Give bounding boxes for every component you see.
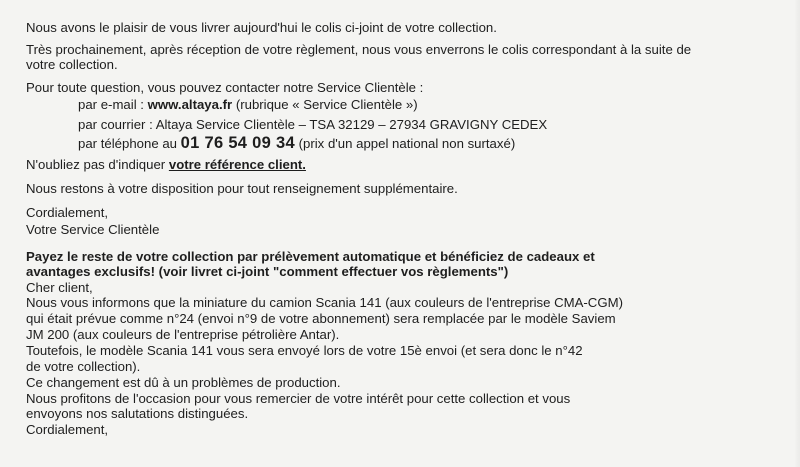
notice-line-1: Nous vous informons que la miniature du camion Scania 141 (aux couleurs de l'entreprise CMA-CGM) bbox=[26, 295, 623, 310]
contact-email-line bbox=[78, 97, 418, 112]
reference-client: votre référence client. bbox=[168, 157, 306, 172]
notice-line-8: envoyons nos salutations distinguées. bbox=[26, 406, 249, 421]
notice-closing: Cordialement, bbox=[26, 422, 109, 437]
contact-phone-line bbox=[78, 136, 515, 151]
contact-courrier-line: par courrier : Altaya Service Clientèle – TSA 32129 – 27934 GRAVIGNY CEDEX bbox=[78, 117, 548, 132]
email-prefix: par e-mail : bbox=[78, 97, 148, 112]
email-address: www.altaya.fr bbox=[147, 97, 233, 112]
cordialement-1: Cordialement, bbox=[26, 205, 109, 220]
notice-bold-line-2: avantages exclusifs! (voir livret ci-joint "comment effectuer vos règlements") bbox=[26, 264, 509, 279]
notice-bold-line-1: Payez le reste de votre collection par prélèvement automatique et bénéficiez de cadeaux et bbox=[26, 249, 595, 264]
phone-suffix: (prix d'un appel national non surtaxé) bbox=[294, 136, 516, 151]
notice-line-2: qui était prévue comme n°24 (envoi n°9 de votre abonnement) sera remplacée par le modèle Saviem bbox=[26, 311, 616, 326]
notice-line-7: Nous profitons de l'occasion pour vous remercier de votre intérêt pour cette collection et vous bbox=[26, 391, 571, 406]
contact-heading: Pour toute question, vous pouvez contacter notre Service Clientèle : bbox=[26, 80, 424, 95]
intro-line: Nous avons le plaisir de vous livrer aujourd'hui le colis ci-joint de votre collection. bbox=[26, 20, 497, 35]
signature: Votre Service Clientèle bbox=[26, 222, 160, 237]
reglement-line-2: votre collection. bbox=[26, 57, 118, 72]
scan-edge-shadow bbox=[794, 0, 800, 467]
notice-line-4: Toutefois, le modèle Scania 141 vous sera envoyé lors de votre 15è envoi (et sera donc le n°42 bbox=[26, 343, 583, 358]
notice-line-3: JM 200 (aux couleurs de l'entreprise pétrolière Antar). bbox=[26, 327, 340, 342]
email-suffix: (rubrique « Service Clientèle ») bbox=[232, 97, 418, 112]
notice-greeting: Cher client, bbox=[26, 280, 93, 295]
reference-line bbox=[26, 157, 306, 172]
disposition-line: Nous restons à votre disposition pour tout renseignement supplémentaire. bbox=[26, 181, 458, 196]
phone-prefix: par téléphone au bbox=[78, 136, 181, 151]
reglement-line-1: Très prochainement, après réception de votre règlement, nous vous enverrons le colis correspondant à la suite de bbox=[26, 42, 692, 57]
notice-line-6: Ce changement est dû à un problèmes de production. bbox=[26, 375, 341, 390]
phone-number: 01 76 54 09 34 bbox=[180, 134, 295, 152]
notice-line-5: de votre collection). bbox=[26, 359, 141, 374]
reference-prefix: N'oubliez pas d'indiquer bbox=[26, 157, 169, 172]
